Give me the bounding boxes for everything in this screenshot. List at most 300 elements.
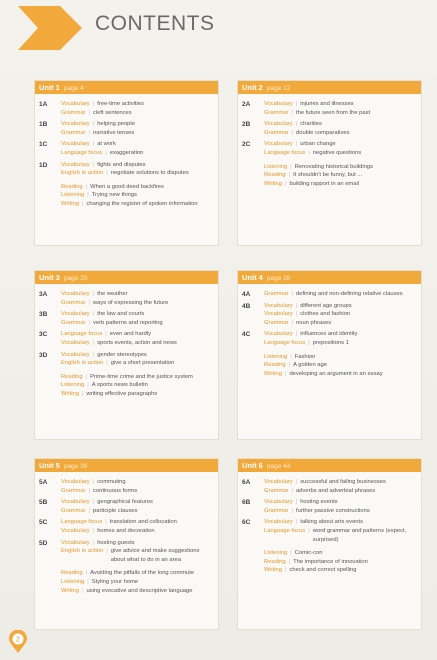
row-category: Vocabulary [61, 499, 90, 506]
lesson-row [61, 498, 213, 507]
lesson-row [264, 149, 416, 158]
row-separator: | [284, 180, 287, 187]
page-number: 2 [16, 636, 20, 644]
row-category: Grammar [264, 507, 289, 514]
row-topic: successful and failing businesses [300, 479, 386, 485]
row-separator: | [87, 578, 89, 585]
lesson-block [39, 140, 213, 157]
lesson-rows [61, 161, 213, 178]
row-separator: | [105, 331, 107, 338]
skill-row [61, 569, 213, 578]
lesson-row [264, 100, 416, 109]
row-separator: | [288, 558, 291, 565]
lesson-rows [264, 290, 416, 299]
row-topic: fights and disputes [97, 161, 146, 168]
row-category: Vocabulary [264, 302, 293, 309]
unit-6-card [237, 458, 422, 630]
unit-name: Unit 6 [242, 461, 263, 470]
lesson-row [61, 518, 213, 527]
lesson-id: 3A [39, 291, 48, 298]
row-separator: | [88, 487, 90, 494]
lesson-rows [264, 518, 416, 544]
row-topic: word grammar and patterns (expect, surprised) [312, 527, 407, 543]
row-separator: | [92, 141, 95, 148]
lesson-rows [61, 351, 213, 368]
unit-name: Unit 5 [39, 461, 60, 470]
row-separator: | [295, 141, 298, 148]
unit-body [238, 284, 421, 382]
row-category: Vocabulary [264, 141, 293, 148]
unit-5-card [34, 458, 219, 630]
lesson-row [264, 498, 416, 507]
unit-body [35, 284, 218, 403]
skill-row [264, 566, 416, 575]
row-category: Vocabulary [264, 479, 293, 485]
row-category: Grammar [61, 319, 86, 326]
unit-skills [39, 183, 213, 209]
lesson-row [61, 539, 213, 548]
unit-skills [242, 549, 416, 575]
row-category: Vocabulary [61, 101, 90, 107]
row-separator: | [92, 311, 95, 318]
lesson-row [61, 487, 213, 496]
lesson-block [242, 140, 416, 157]
row-category: Vocabulary [61, 121, 90, 128]
unit-4-card [237, 270, 422, 440]
row-separator: | [87, 192, 89, 199]
row-category: Language focus [264, 149, 306, 156]
row-separator: | [295, 101, 298, 107]
row-topic: the future seen from the past [296, 109, 371, 116]
row-category: Language focus [61, 331, 103, 338]
row-topic: hosting events [300, 499, 338, 506]
row-topic: adverbs and adverbial phrases [296, 487, 376, 494]
row-separator: | [291, 319, 293, 326]
row-separator: | [88, 299, 90, 306]
row-separator: | [85, 570, 88, 577]
row-category: English in action [61, 360, 104, 367]
lesson-rows [61, 498, 213, 515]
unit-1-card [34, 80, 219, 246]
row-topic: injuries and illnesses [300, 101, 354, 107]
row-separator: | [106, 360, 108, 367]
row-separator: | [295, 519, 298, 526]
skill-category: Writing [264, 370, 282, 377]
lesson-row [264, 120, 416, 129]
row-separator: | [288, 362, 291, 369]
row-category: Grammar [61, 129, 86, 136]
row-topic: talking about arts events [300, 519, 364, 526]
row-separator: | [92, 499, 95, 506]
row-topic: cleft sentences [93, 109, 132, 116]
lesson-block [242, 478, 416, 495]
row-topic: at work [97, 141, 116, 148]
row-separator: | [92, 291, 95, 297]
lesson-row [61, 149, 213, 158]
skill-category: Writing [61, 587, 79, 594]
skill-topic: When a good deed backfires [90, 183, 164, 190]
unit-page: page 44 [266, 463, 291, 470]
row-separator: | [92, 339, 95, 346]
row-category: Vocabulary [61, 161, 90, 168]
lesson-rows [61, 518, 213, 535]
lesson-block [39, 539, 213, 565]
unit-header [238, 81, 421, 94]
lesson-row [61, 100, 213, 109]
lesson-id: 3D [39, 351, 48, 359]
lesson-rows [264, 100, 416, 117]
row-topic: free-time activities [97, 101, 144, 107]
row-separator: | [308, 527, 310, 534]
row-separator: | [291, 109, 293, 116]
row-category: Vocabulary [264, 499, 293, 506]
lesson-row [61, 290, 213, 299]
lesson-row [264, 319, 416, 328]
row-separator: | [290, 550, 292, 557]
row-category: Language focus [61, 519, 103, 526]
unit-name: Unit 4 [242, 273, 263, 282]
row-category: Language focus [264, 527, 306, 534]
row-topic: geographical features [97, 499, 153, 506]
row-separator: | [284, 370, 287, 377]
row-topic: negative questions [312, 149, 362, 156]
skill-topic: Trying new things [91, 192, 137, 199]
row-separator: | [295, 479, 298, 485]
lesson-rows [264, 478, 416, 495]
lesson-block [39, 161, 213, 178]
unit-header [35, 271, 218, 284]
lesson-row [61, 129, 213, 138]
row-topic: charities [300, 121, 322, 128]
row-separator: | [92, 479, 95, 485]
row-separator: | [85, 373, 88, 380]
skill-category: Writing [61, 200, 79, 207]
lesson-id: 1B [39, 121, 48, 129]
unit-header [35, 459, 218, 472]
row-category: Vocabulary [61, 539, 90, 546]
row-category: Vocabulary [264, 121, 293, 128]
skill-category: Writing [264, 567, 282, 574]
page-title: CONTENTS [95, 12, 215, 35]
row-separator: | [88, 507, 90, 514]
skill-topic: Comic-con [294, 550, 323, 557]
skill-row [61, 200, 213, 209]
lesson-id: 1A [39, 101, 48, 108]
row-separator: | [105, 149, 107, 156]
lesson-block [242, 290, 416, 299]
row-category: Vocabulary [61, 479, 90, 485]
lesson-row [264, 339, 416, 348]
lesson-block [39, 120, 213, 137]
row-separator: | [92, 161, 95, 168]
lesson-id: 5B [39, 499, 48, 507]
lesson-row [264, 109, 416, 118]
lesson-id: 1C [39, 141, 48, 149]
skill-row [61, 191, 213, 200]
lesson-rows [264, 302, 416, 328]
row-category: Vocabulary [61, 339, 90, 346]
row-topic: clothes and fashion [300, 311, 351, 318]
skill-topic: building rapport in an email [289, 180, 360, 187]
row-category: Vocabulary [61, 311, 90, 318]
row-topic: defining and non-defining relative clauses [296, 291, 403, 297]
lesson-rows [61, 100, 213, 117]
lesson-row [61, 109, 213, 118]
lesson-rows [61, 330, 213, 347]
skill-category: Listening [61, 578, 85, 585]
lesson-rows [264, 498, 416, 515]
lesson-block [242, 498, 416, 515]
lesson-rows [264, 120, 416, 137]
row-topic: negotiate solutions to disputes [110, 170, 189, 177]
row-separator: | [92, 101, 95, 107]
unit-page: page 20 [63, 275, 88, 282]
row-topic: exaggeration [109, 149, 144, 156]
lesson-rows [61, 310, 213, 327]
row-category: Vocabulary [61, 141, 90, 148]
lesson-id: 6C [242, 519, 251, 527]
row-topic: hosting guests [97, 539, 135, 546]
unit-header [238, 459, 421, 472]
row-topic: participle clauses [93, 507, 138, 514]
lesson-row [264, 129, 416, 138]
row-topic: further passive constructions [296, 507, 370, 514]
lesson-row [264, 507, 416, 516]
skill-row [264, 180, 416, 189]
row-category: Vocabulary [61, 527, 90, 534]
lesson-rows [61, 140, 213, 157]
row-separator: | [295, 311, 298, 318]
lesson-block [242, 302, 416, 328]
skill-category: Reading [264, 558, 286, 565]
lesson-row [61, 299, 213, 308]
lesson-row [61, 507, 213, 516]
skill-category: Listening [264, 163, 288, 170]
page-number-pin-icon [8, 630, 28, 654]
skill-category: Reading [61, 570, 83, 577]
lesson-row [264, 487, 416, 496]
row-separator: | [81, 390, 84, 397]
row-category: Grammar [264, 291, 289, 297]
row-topic: urban change [300, 141, 336, 148]
row-separator: | [92, 121, 95, 128]
skill-row [264, 558, 416, 567]
row-separator: | [290, 353, 292, 360]
skill-category: Reading [61, 373, 83, 380]
row-topic: the weather [97, 291, 128, 297]
lesson-row [61, 140, 213, 149]
lesson-row [61, 169, 213, 178]
lesson-rows [61, 539, 213, 565]
row-topic: give a short presentation [110, 360, 175, 367]
skill-topic: developing an argument in an essay [289, 370, 383, 377]
row-category: Vocabulary [264, 331, 293, 338]
lesson-id: 2C [242, 141, 251, 149]
lesson-id: 5D [39, 539, 48, 547]
row-topic: translation and collocation [109, 519, 177, 526]
lesson-block [39, 330, 213, 347]
lesson-block [39, 478, 213, 495]
lesson-rows [61, 290, 213, 307]
unit-name: Unit 3 [39, 273, 60, 282]
lesson-rows [264, 330, 416, 347]
lesson-row [61, 478, 213, 487]
skill-topic: using evocative and descriptive language [86, 587, 193, 594]
skill-row [264, 171, 416, 180]
row-topic: the law and courts [97, 311, 145, 318]
row-category: Language focus [264, 339, 306, 346]
row-topic: helping people [97, 121, 135, 128]
skill-topic: check and correct spelling [289, 567, 357, 574]
skill-category: Listening [61, 382, 85, 389]
unit-skills [39, 569, 213, 595]
lesson-row [264, 302, 416, 311]
skill-category: Listening [61, 192, 85, 199]
skill-row [264, 361, 416, 370]
lesson-row [61, 359, 213, 368]
lesson-rows [61, 120, 213, 137]
row-category: Vocabulary [264, 311, 293, 318]
chevron-arrow-icon [18, 6, 82, 50]
row-separator: | [295, 499, 298, 506]
row-separator: | [290, 163, 292, 170]
skill-category: Listening [264, 550, 288, 557]
row-separator: | [308, 149, 310, 156]
row-separator: | [85, 183, 88, 190]
lesson-rows [264, 140, 416, 157]
row-topic: verb patterns and reporting [93, 319, 163, 326]
lesson-row [264, 527, 416, 544]
skill-topic: writing effective paragraphs [86, 390, 158, 397]
row-topic: homes and decoration [97, 527, 155, 534]
row-separator: | [88, 319, 90, 326]
row-category: Grammar [61, 507, 86, 514]
row-topic: different age groups [300, 302, 352, 309]
lesson-id: 2B [242, 121, 251, 129]
lesson-row [264, 310, 416, 319]
unit-page: page 36 [63, 463, 88, 470]
skill-topic: Avoiding the pitfalls of the long commute [90, 570, 195, 577]
row-topic: commuting [97, 479, 126, 485]
lesson-block [39, 498, 213, 515]
row-topic: narrative tenses [93, 129, 135, 136]
lesson-row [264, 478, 416, 487]
skill-category: Writing [264, 180, 282, 187]
lesson-block [39, 100, 213, 117]
unit-header [35, 81, 218, 94]
row-separator: | [105, 519, 107, 526]
lesson-row [61, 330, 213, 339]
row-topic: even and hardly [109, 331, 152, 338]
lesson-rows [61, 478, 213, 495]
lesson-row [61, 339, 213, 348]
skill-row [61, 373, 213, 382]
lesson-row [264, 518, 416, 527]
unit-body [35, 94, 218, 213]
row-category: Grammar [264, 109, 289, 116]
skill-row [264, 163, 416, 172]
row-separator: | [291, 291, 293, 297]
row-separator: | [291, 487, 293, 494]
row-topic: gender stereotypes [97, 351, 147, 358]
row-separator: | [88, 109, 90, 116]
skill-row [264, 370, 416, 379]
row-topic: continuous forms [93, 487, 138, 494]
skill-topic: Prime-time crime and the justice system [90, 373, 193, 380]
unit-skills [39, 373, 213, 399]
row-separator: | [81, 587, 84, 594]
row-separator: | [81, 200, 84, 207]
row-topic: noun phrases [296, 319, 332, 326]
lesson-id: 5A [39, 479, 48, 486]
unit-page: page 12 [266, 85, 291, 92]
lesson-row [61, 319, 213, 328]
lesson-block [39, 290, 213, 307]
unit-page: page 28 [266, 275, 291, 282]
lesson-row [264, 330, 416, 339]
lesson-block [242, 100, 416, 117]
skill-category: Reading [264, 362, 286, 369]
row-separator: | [295, 331, 298, 338]
row-category: Grammar [61, 487, 86, 494]
row-separator: | [92, 539, 95, 546]
skill-topic: Fashion [294, 353, 316, 360]
row-category: Grammar [61, 299, 86, 306]
lesson-id: 1D [39, 161, 48, 169]
unit-body [35, 472, 218, 599]
row-separator: | [106, 548, 108, 555]
row-separator: | [295, 302, 298, 309]
unit-body [238, 94, 421, 192]
skill-topic: Renovating historical buildings [294, 163, 374, 170]
unit-name: Unit 1 [39, 83, 60, 92]
unit-name: Unit 2 [242, 83, 263, 92]
skill-row [61, 390, 213, 399]
lesson-row [61, 161, 213, 170]
lesson-block [39, 518, 213, 535]
unit-3-card [34, 270, 219, 440]
lesson-block [39, 351, 213, 368]
skill-topic: A sports news bulletin [91, 382, 148, 389]
lesson-id: 4B [242, 302, 251, 310]
skill-row [61, 587, 213, 596]
row-separator: | [291, 507, 293, 514]
row-topic: influences and identity [300, 331, 358, 338]
row-category: Vocabulary [264, 101, 293, 107]
unit-2-card [237, 80, 422, 246]
row-topic: prepositions 1 [312, 339, 349, 346]
unit-page: page 4 [63, 85, 84, 92]
skill-topic: changing the register of spoken information [86, 200, 198, 207]
row-topic: ways of expressing the future [93, 299, 169, 306]
row-separator: | [295, 121, 298, 128]
row-category: Grammar [264, 319, 289, 326]
lesson-id: 3C [39, 331, 48, 339]
skill-row [61, 381, 213, 390]
lesson-id: 4A [242, 291, 251, 298]
row-category: English in action [61, 170, 104, 177]
row-separator: | [308, 339, 310, 346]
skill-topic: It shouldn't be funny, but ... [293, 172, 363, 179]
lesson-block [242, 120, 416, 137]
row-separator: | [92, 527, 95, 534]
row-separator: | [88, 129, 90, 136]
lesson-row [264, 290, 416, 299]
skill-category: Writing [61, 390, 79, 397]
skill-row [264, 353, 416, 362]
lesson-id: 3B [39, 311, 48, 319]
lesson-row [61, 120, 213, 129]
